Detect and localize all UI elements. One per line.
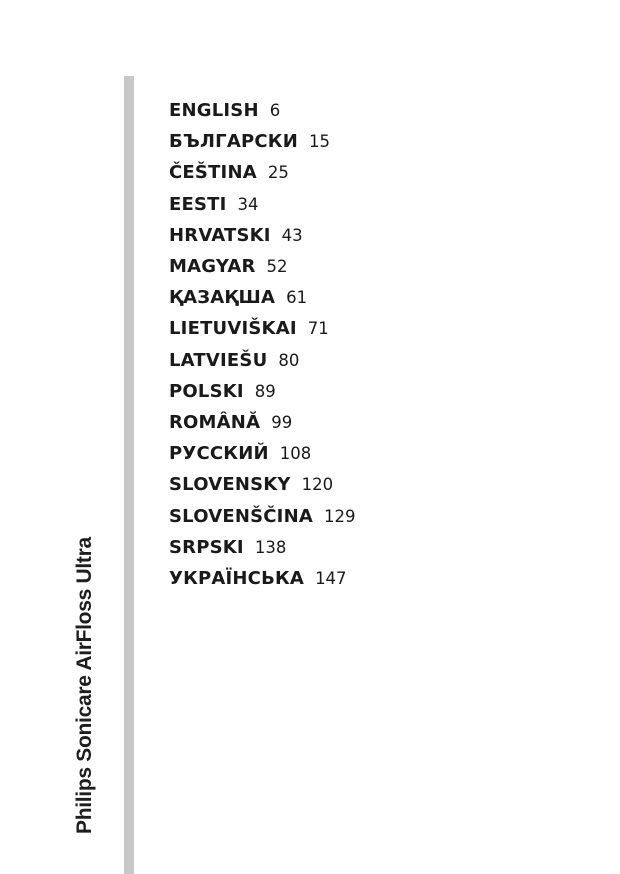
toc-page-number: 99: [271, 412, 293, 432]
toc-page-number: 120: [301, 475, 334, 495]
toc-page-number: 34: [237, 194, 259, 214]
toc-page-number: 43: [281, 225, 303, 245]
product-title: Philips Sonicare AirFloss Ultra: [73, 537, 96, 834]
toc-entry-lithuanian[interactable]: [169, 313, 355, 344]
toc-page-number: 80: [278, 350, 300, 370]
toc-entry-latvian[interactable]: [169, 345, 355, 376]
toc-language: УКРАЇНСЬКА: [169, 567, 305, 589]
spine-bar: [124, 76, 134, 874]
toc-language: SRPSKI: [169, 536, 244, 558]
toc-language: БЪЛГАРСКИ: [169, 131, 298, 153]
toc-language: РУССКИЙ: [169, 443, 269, 465]
toc-entry-estonian[interactable]: [169, 189, 355, 220]
toc-entry-slovenian[interactable]: [169, 500, 355, 531]
toc-entry-bulgarian[interactable]: [169, 126, 355, 157]
toc-page-number: 15: [308, 132, 330, 152]
toc-entry-czech[interactable]: [169, 157, 355, 188]
toc-entry-hungarian[interactable]: [169, 251, 355, 282]
toc-language: ČEŠTINA: [169, 162, 257, 184]
toc-language: ENGLISH: [169, 100, 259, 122]
toc-language: LIETUVIŠKAI: [169, 318, 297, 340]
toc-language: SLOVENSKY: [169, 474, 291, 496]
toc-language: MAGYAR: [169, 256, 256, 278]
toc-entry-russian[interactable]: [169, 438, 355, 469]
toc-page-number: 61: [286, 288, 308, 308]
toc-language: HRVATSKI: [169, 224, 271, 246]
toc-page-number: 129: [323, 506, 356, 526]
toc-page-number: 108: [279, 444, 312, 464]
toc-entry-slovak[interactable]: [169, 469, 355, 500]
toc-page-number: 138: [254, 537, 287, 557]
toc-page-number: 52: [266, 257, 288, 277]
toc-page-number: 71: [307, 319, 329, 339]
toc-page-number: 6: [269, 101, 281, 121]
toc-language: LATVIEŠU: [169, 349, 268, 371]
toc-entry-serbian[interactable]: [169, 532, 355, 563]
toc-entry-croatian[interactable]: [169, 220, 355, 251]
toc-language: ҚАЗАҚША: [169, 287, 276, 309]
toc-language: ROMÂNĂ: [169, 411, 261, 433]
toc-page-number: 25: [267, 163, 289, 183]
toc-entry-english[interactable]: [169, 95, 355, 126]
toc-language: EESTI: [169, 193, 227, 215]
toc-language: SLOVENŠČINA: [169, 505, 313, 527]
table-of-contents: [169, 95, 355, 594]
toc-entry-romanian[interactable]: [169, 407, 355, 438]
toc-language: POLSKI: [169, 380, 244, 402]
toc-page-number: 147: [315, 568, 347, 588]
toc-entry-ukrainian[interactable]: [169, 563, 355, 594]
toc-entry-polish[interactable]: [169, 376, 355, 407]
toc-entry-kazakh[interactable]: [169, 282, 355, 313]
toc-page-number: 89: [254, 381, 276, 401]
